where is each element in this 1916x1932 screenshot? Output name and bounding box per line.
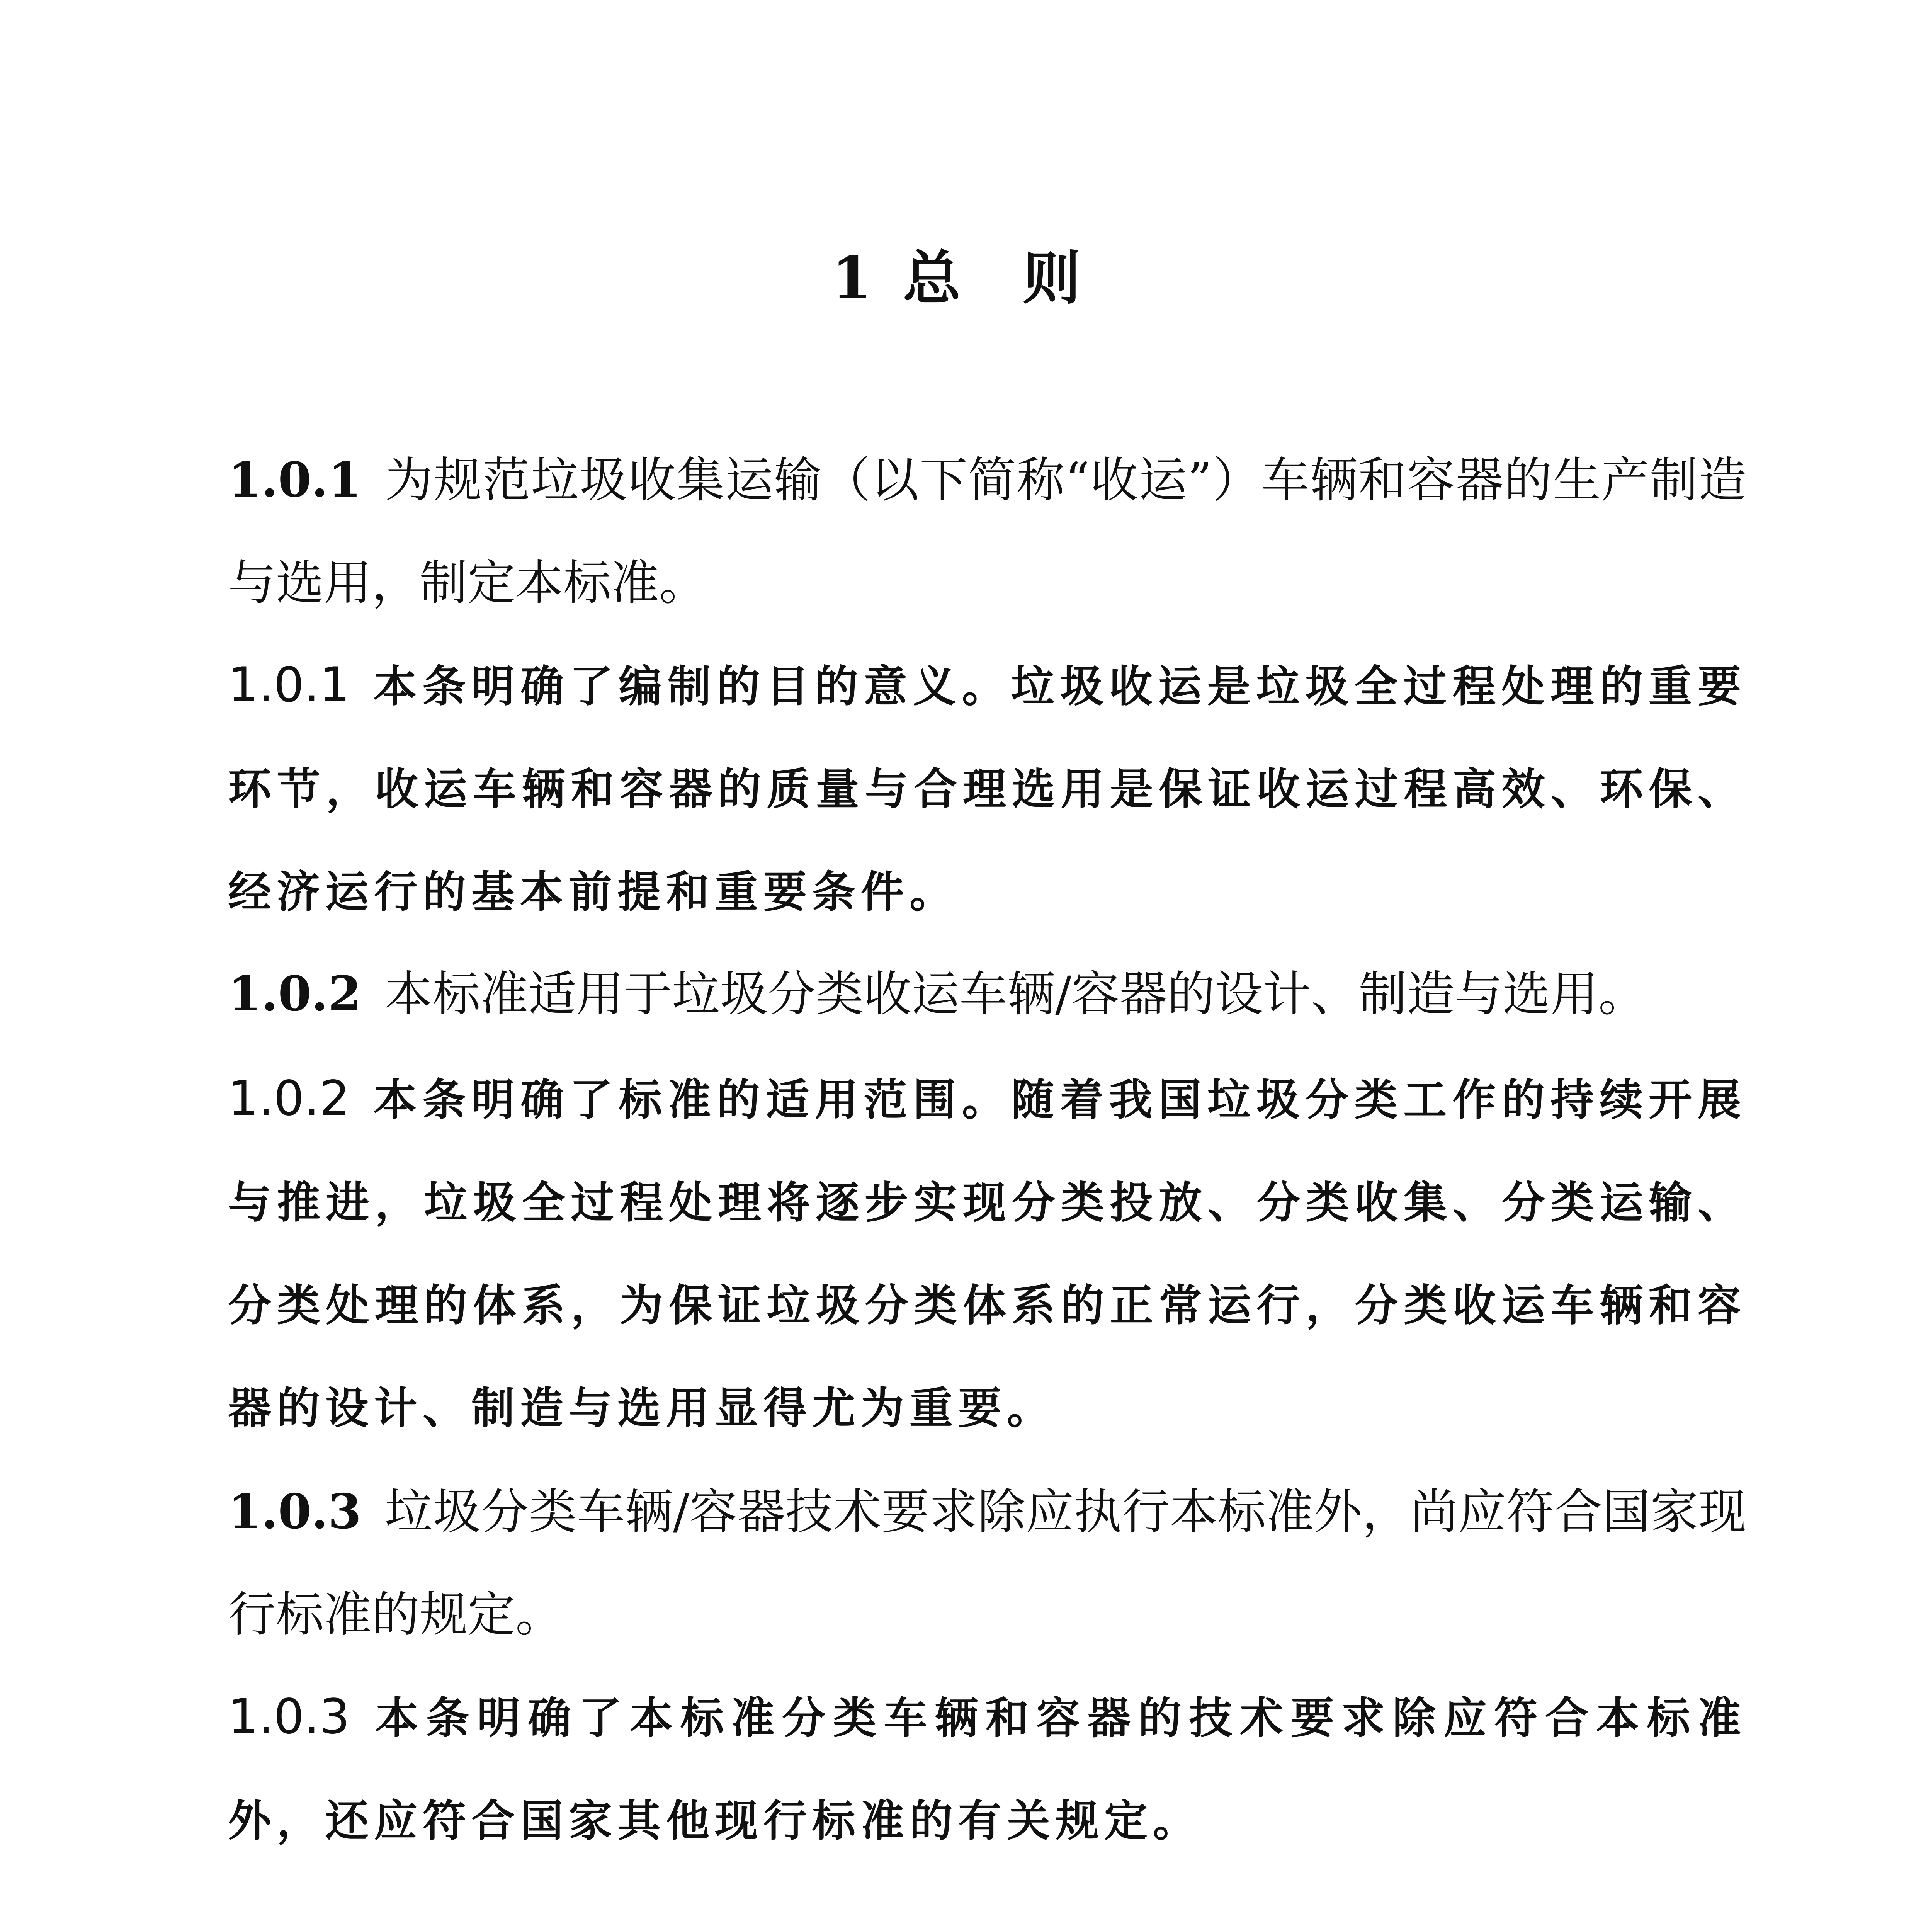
explanation-1-0-2: [228, 1047, 1746, 1460]
clause-number: 1.0.3: [228, 1689, 350, 1745]
article-text: 垃圾分类车辆/容器技术要求除应执行本标准外，尚应符合国家现行标准的规定。: [228, 1484, 1746, 1643]
explanation-1-0-3: [228, 1665, 1746, 1872]
clause-number: 1.0.1: [228, 657, 350, 713]
chapter-number: 1: [831, 244, 876, 312]
chapter-title: [0, 240, 1916, 317]
chapter-title-second-char: 则: [1022, 244, 1085, 312]
chapter-title-first-char: 总: [903, 244, 965, 312]
article-text: 本标准适用于垃圾分类收运车辆/容器的设计、制造与选用。: [384, 966, 1646, 1022]
article-1-0-2: [228, 943, 1746, 1046]
clause-number: 1.0.1: [228, 452, 362, 508]
explanation-text: 本条明确了编制的目的意义。垃圾收运是垃圾全过程处理的重要环节，收运车辆和容器的质量与合理选用是保证收运过程高效、环保、经济运行的基本前提和重要条件。: [228, 662, 1746, 917]
explanation-text: 本条明确了本标准分类车辆和容器的技术要求除应符合本标准外，还应符合国家其他现行标准的有关规定。: [228, 1693, 1746, 1846]
explanation-text: 本条明确了标准的适用范围。随着我国垃圾分类工作的持续开展与推进，垃圾全过程处理将逐步实现分类投放、分类收集、分类运输、分类处理的体系，为保证垃圾分类体系的正常运行，分类收运车辆和容器的设计、制造与选用显得尤为重要。: [228, 1075, 1746, 1434]
clause-number: 1.0.3: [228, 1484, 362, 1540]
clause-number: 1.0.2: [228, 966, 362, 1022]
article-text: 为规范垃圾收集运输（以下简称“收运”）车辆和容器的生产制造与选用，制定本标准。: [228, 452, 1746, 611]
article-1-0-1: [228, 429, 1746, 634]
explanation-1-0-1: [228, 634, 1746, 944]
article-1-0-3: [228, 1461, 1746, 1666]
clause-number: 1.0.2: [228, 1071, 350, 1126]
